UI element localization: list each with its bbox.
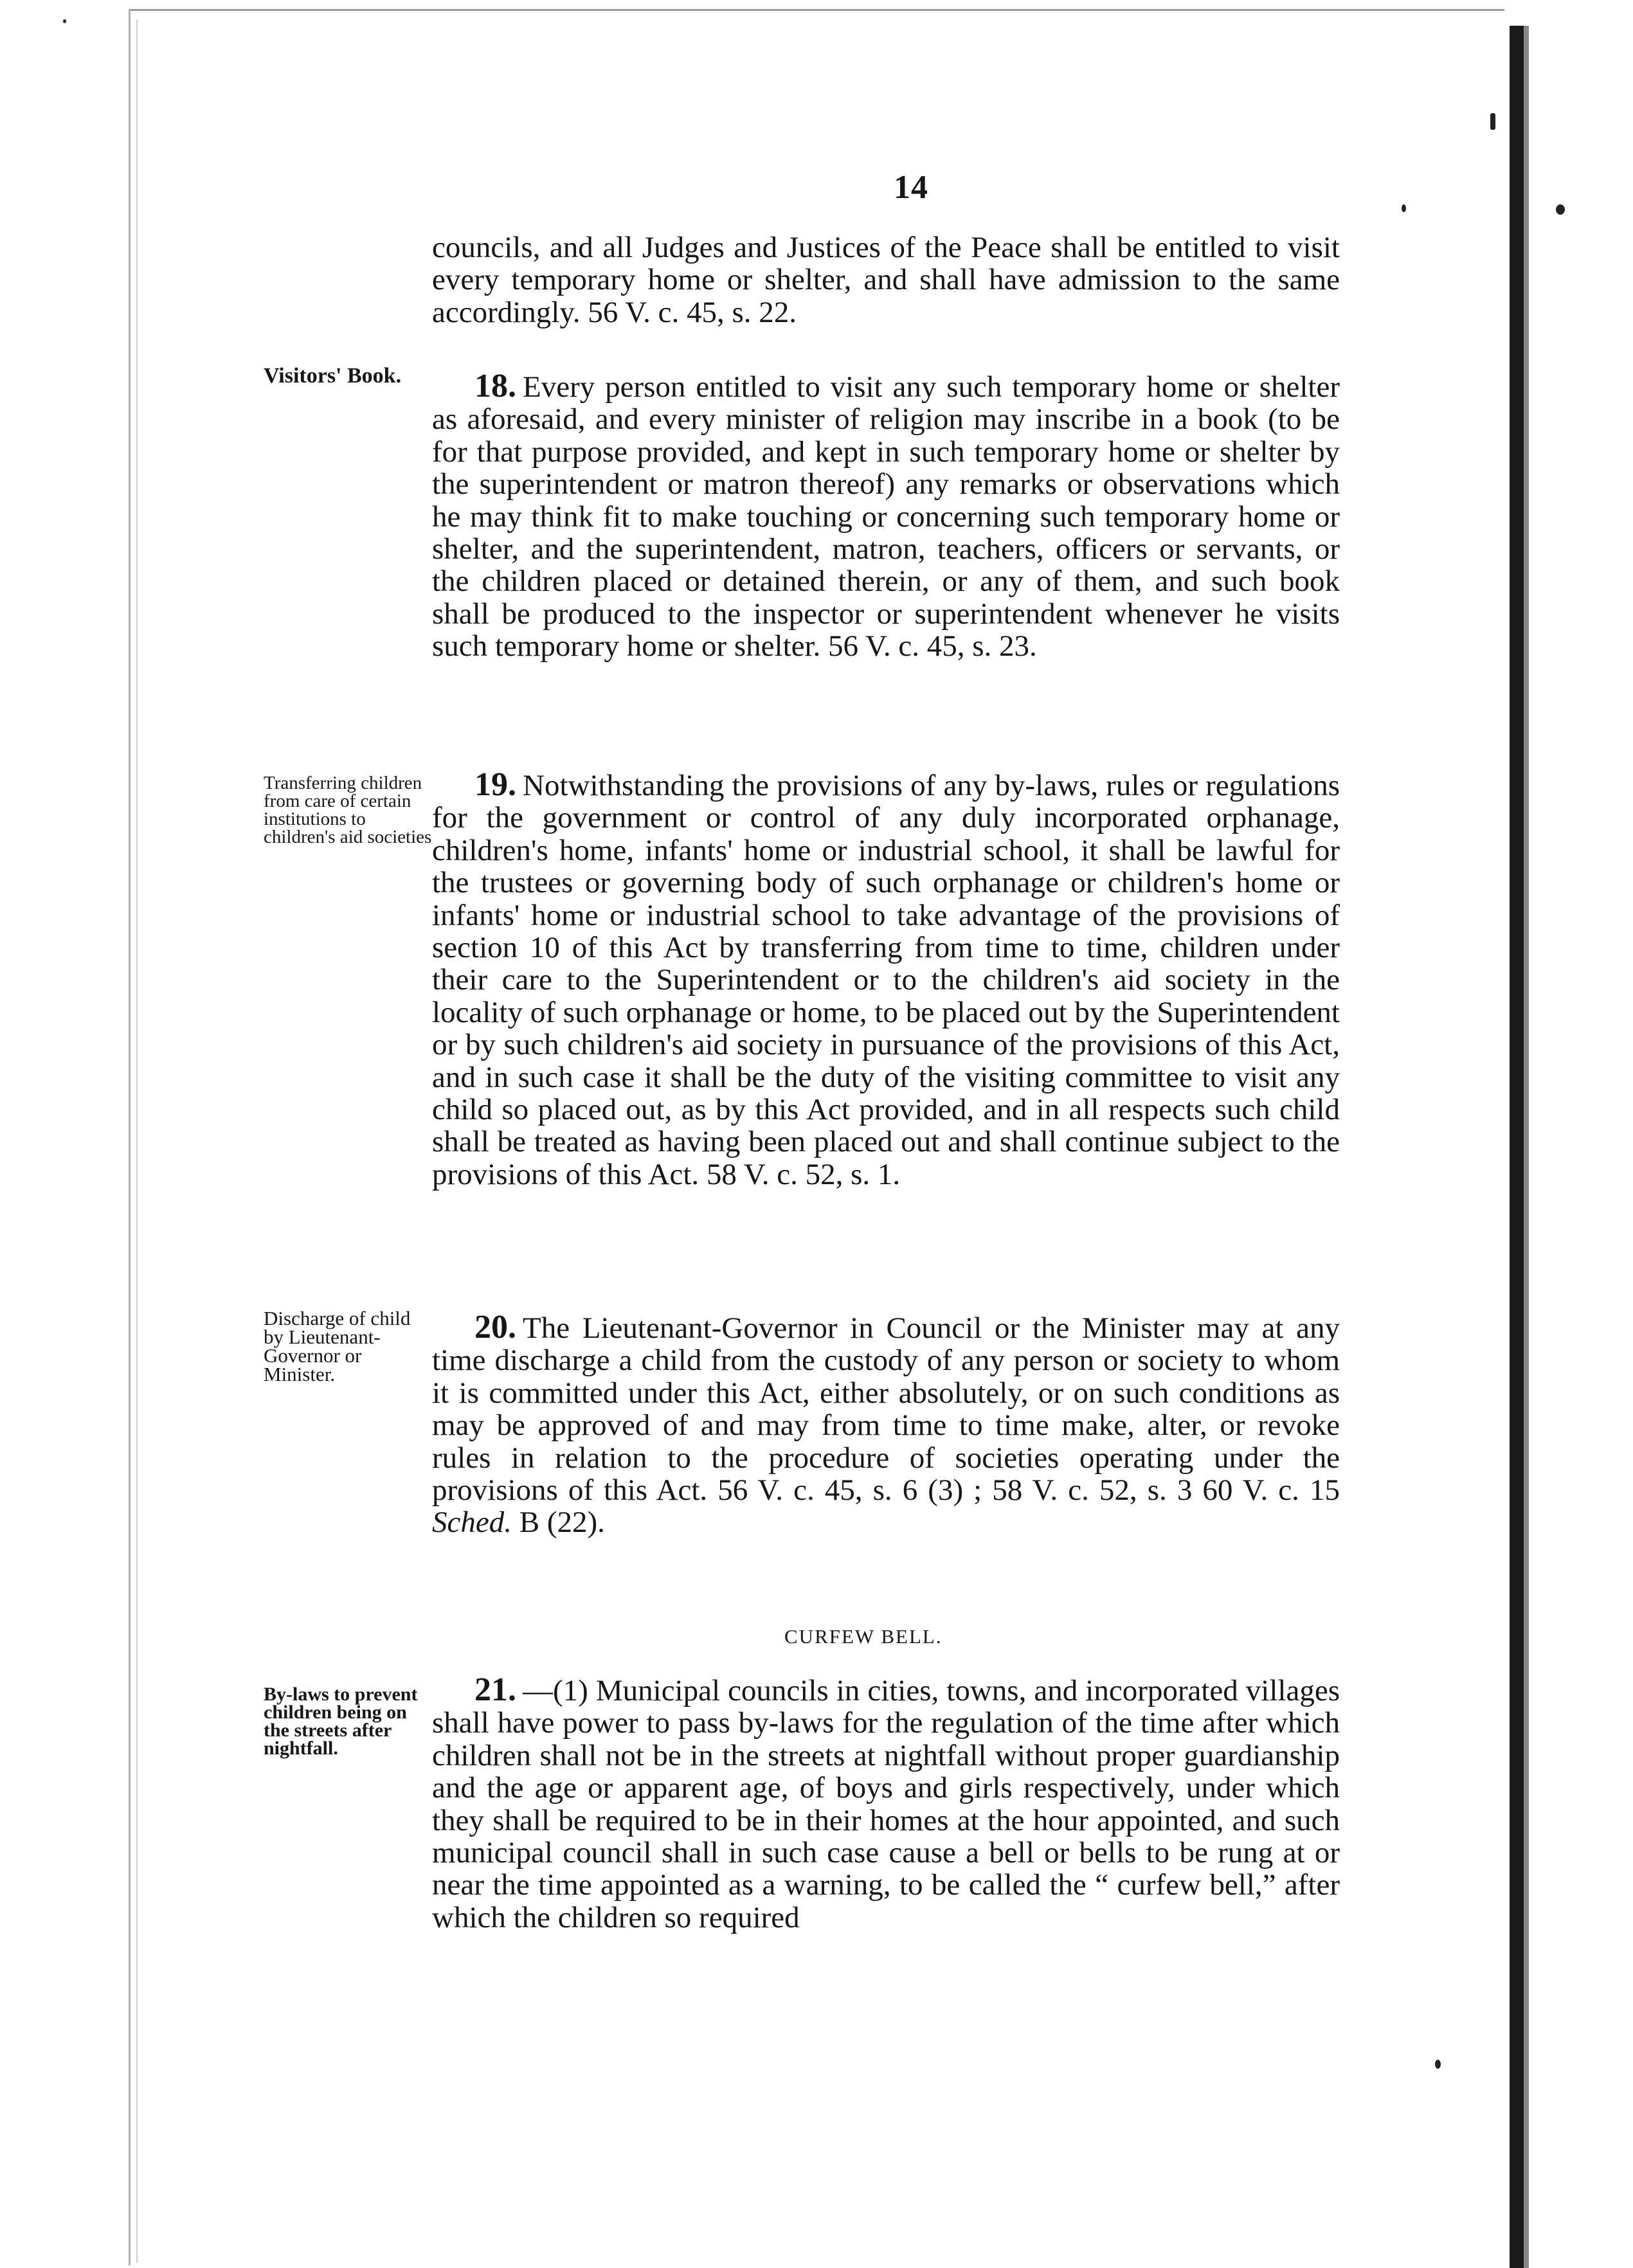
section-text: The Lieutenant-Governor in Council or the Minister may at any time discharge a child from the custody of any person or society to whom it is committed under this Act, either absolutely, or on such conditions as may be approved of and may from time to time make, alter, or revoke rules in relation to the procedure of societies operating under the provisions of this Act. 56 V. c. 45, s. 6 (3) ; 58 V. c. 52, s. 3 60 V. c. 15 [432, 1311, 1340, 1508]
scan-speck [1402, 204, 1406, 212]
section-text-italic: Sched. [432, 1506, 512, 1540]
book-spine-shadow [1510, 26, 1524, 2268]
section-20 [432, 1311, 1340, 1539]
margin-note-section-20: Discharge of child by Lieutenant-Governor or Minister. [264, 1307, 411, 1385]
section-text-end: B (22). [519, 1506, 605, 1540]
section-21 [432, 1671, 1340, 1934]
section-18 [432, 370, 1340, 663]
continuation-paragraph: councils, and all Judges and Justices of the Peace shall be entitled to visit every temporary home or shelter, and shall have admission to the same accordingly. 56 V. c. 45, s. 22. [432, 231, 1340, 329]
scan-speck [1556, 204, 1565, 215]
scan-speck [63, 19, 66, 23]
section-text: Notwithstanding the provisions of any by-laws, rules or regulations for the government or control of any duly incorporated orphanage, children's home, infants' home or industrial school, it shall be lawful for the trustees or governing body of such orphanage or children's home or infants' home or industrial school to take advantage of the provisions of section 10 of this Act by transferring from time to time, children under their care to the Superintendent or to the children's aid society in the locality of such orphanage or home, to be placed out by the Superintendent or by such children's aid society in pursuance of the provisions of this Act, and in such case it shall be the duty of the visiting committee to visit any child so placed out, as by this Act provided, and in all respects such child shall be treated as having been placed out and shall continue subject to the provisions of this Act. 58 V. c. 52, s. 1. [432, 769, 1340, 1191]
section-number: 20. [474, 1309, 516, 1346]
section-19 [432, 766, 1340, 1191]
section-number: 18. [474, 368, 516, 404]
scan-speck [1435, 2060, 1441, 2069]
section-number: 19. [474, 766, 516, 803]
page-number: 14 [894, 169, 928, 206]
scan-border-left-inner [136, 19, 138, 2263]
scan-border-top [129, 9, 1504, 11]
section-number: 21. [474, 1671, 516, 1708]
margin-note-section-18: Visitors' Book. [264, 364, 402, 388]
section-text: Every person entitled to visit any such temporary home or shelter as aforesaid, and every minister of religion may inscribe in a book (to be for that purpose provided, and kept in such temporary home or shelter by the superintendent or matron thereof) any remarks or observations which he may think fit to make touching or concerning such temporary home or shelter, and the superintendent, matron, teachers, officers or servants, or the children placed or detained therein, or any of them, and such book shall be produced to the inspector or superintendent whenever he visits such temporary home or shelter. 56 V. c. 45, s. 23. [432, 370, 1340, 663]
book-spine-edge [1524, 26, 1529, 2268]
margin-note-section-21: By-laws to prevent children being on the streets after nightfall. [264, 1684, 418, 1759]
margin-note-section-19: Transferring children from care of certain institutions to children's aid societies [264, 773, 432, 847]
section-text: —(1) Municipal councils in cities, towns, and incorporated villages shall have power to pass by-laws for the regulation of the time after which children shall not be in the streets at nightfall without proper guardianship and the age or apparent age, of boys and girls respectively, under which they shall be required to be in their homes at the hour appointed, and such municipal council shall in such case cause a bell or bells to be rung at or near the time appointed as a warning, to be called the “ curfew bell,” after which the children so required [432, 1674, 1340, 1934]
scan-speck [1490, 113, 1495, 130]
scan-border-left [129, 9, 131, 2265]
section-heading-curfew: CURFEW BELL. [784, 1625, 943, 1648]
